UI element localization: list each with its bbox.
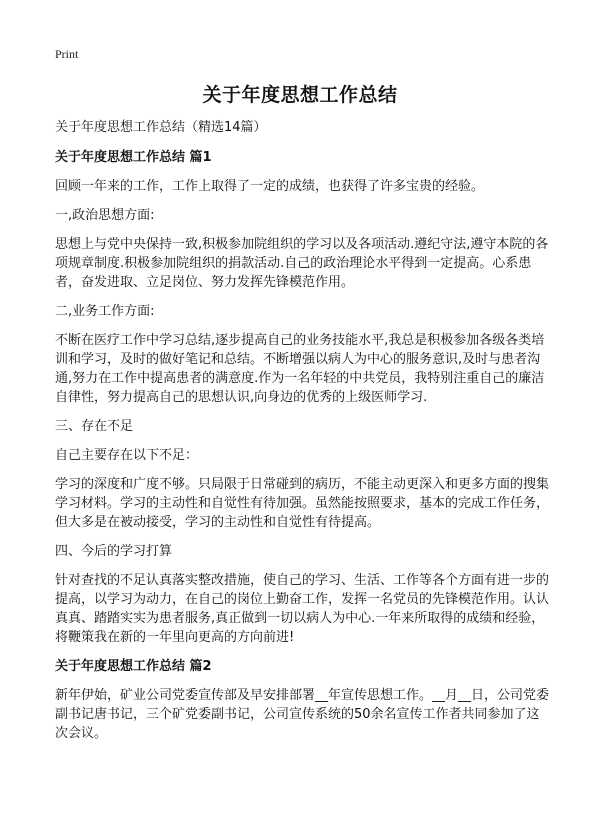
paragraph: 学习的深度和广度不够。只局限于日常碰到的病历，不能主动更深入和更多方面的搜集学习材料。学习的主动性和自觉性有待加强。虽然能按照要求，基本的完成工作任务，但大多是在被动接受，学习的主动性和自觉性有待提高。 <box>55 477 550 530</box>
paragraph: 不断在医疗工作中学习总结,逐步提高自己的业务技能水平,我总是积极参加各级各类培训和学习，及时的做好笔记和总结。不断增强以病人为中心的服务意识,及时与患者沟通,努力在工作中提高患者的满意度.作为一名年轻的中共党员，我特别注重自己的廉洁自律性，努力提高自己的思想认识,向身边的优秀的上级医师学习. <box>55 333 545 405</box>
page-title: 关于年度思想工作总结 <box>202 84 398 106</box>
paragraph: 新年伊始，矿业公司党委宣传部及早安排部署__年宣传思想工作。__月__日，公司党委副书记唐书记，三个矿党委副书记，公司宣传系统的50余名宣传工作者共同参加了这次会议。 <box>55 688 550 741</box>
section-heading: 关于年度思想工作总结 篇2 <box>55 659 212 674</box>
document-body <box>55 118 550 753</box>
print-link[interactable]: Print <box>55 47 79 61</box>
paragraph: 针对查找的不足认真落实整改措施，使自己的学习、生活、工作等各个方面有进一步的提高，以学习为动力，在自己的岗位上勤奋工作，发挥一名党员的先锋模范作用。认认真真、踏踏实实为患者服务,真正做到一切以病人为中心.一年来所取得的成绩和经验，将鞭策我在新的一年里向更高的方向前进! <box>55 573 550 645</box>
paragraph: 思想上与党中央保持一致,积极参加院组织的学习以及各项活动.遵纪守法,遵守本院的各项规章制度.积极参加院组织的捐款活动.自己的政治理论水平得到一定提高。心系患者，奋发进取、立足岗位、努力发挥先锋模范作用。 <box>55 237 549 290</box>
subheading: 四、今后的学习打算 <box>55 544 173 559</box>
paragraph: 自己主要存在以下不足： <box>55 448 199 463</box>
section-heading: 关于年度思想工作总结 篇1 <box>55 150 212 165</box>
subtitle: 关于年度思想工作总结（精选14篇） <box>55 120 267 135</box>
subheading: 二,业务工作方面: <box>55 304 155 319</box>
paragraph: 回顾一年来的工作，工作上取得了一定的成绩，也获得了许多宝贵的经验。 <box>55 179 485 194</box>
subheading: 三、存在不足 <box>55 419 134 434</box>
subheading: 一,政治思想方面: <box>55 208 155 223</box>
